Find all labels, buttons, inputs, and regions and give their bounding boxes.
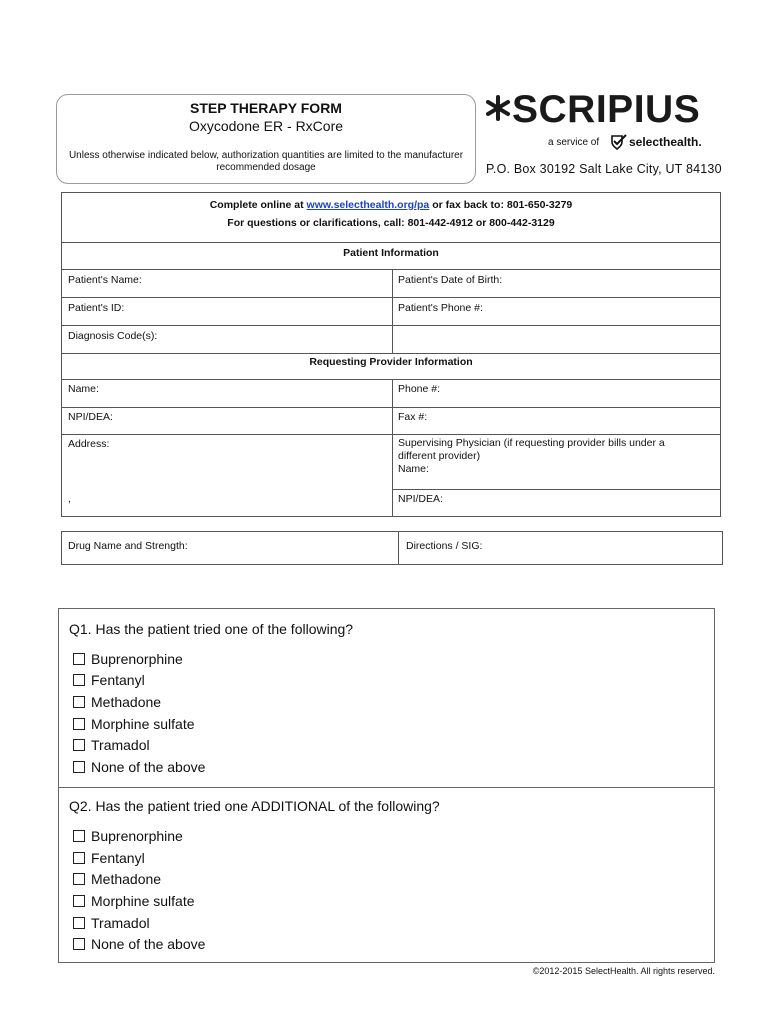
patient-id-field[interactable]: Patient's ID: xyxy=(68,302,125,314)
checkbox[interactable] xyxy=(73,852,85,864)
checkbox[interactable] xyxy=(73,830,85,842)
q2-option-none[interactable]: None of the above xyxy=(73,936,205,952)
dosage-note-line-1: Unless otherwise indicated below, authorization quantities are limited to the manufacturer xyxy=(68,150,464,161)
mailing-address: P.O. Box 30192 Salt Lake City, UT 84130 xyxy=(486,162,722,176)
checkbox[interactable] xyxy=(73,696,85,708)
asterisk-logo-icon xyxy=(486,95,510,121)
q1-option-none[interactable]: None of the above xyxy=(73,759,205,775)
directions-sig-field[interactable]: Directions / SIG: xyxy=(406,540,483,552)
drug-table xyxy=(61,531,723,565)
drug-name-strength-field[interactable]: Drug Name and Strength: xyxy=(68,540,188,552)
selecthealth-logo: selecthealth. xyxy=(629,135,702,149)
q1-option-morphine-sulfate[interactable]: Morphine sulfate xyxy=(73,716,195,732)
supervising-npi-field[interactable]: NPI/DEA: xyxy=(398,493,443,505)
contact-line-2: For questions or clarifications, call: 801-442-4912 or 800-442-3129 xyxy=(227,217,555,229)
provider-fax-field[interactable]: Fax #: xyxy=(398,411,428,423)
provider-info-heading: Requesting Provider Information xyxy=(309,356,473,368)
patient-dob-field[interactable]: Patient's Date of Birth: xyxy=(398,274,503,286)
scripius-logo: SCRIPIUS xyxy=(512,88,701,131)
checkbox[interactable] xyxy=(73,761,85,773)
checkbox[interactable] xyxy=(73,739,85,751)
selecthealth-pa-link[interactable]: www.selecthealth.org/pa xyxy=(306,199,430,211)
checkbox[interactable] xyxy=(73,718,85,730)
q1-option-buprenorphine[interactable]: Buprenorphine xyxy=(73,651,183,667)
patient-name-field[interactable]: Patient's Name: xyxy=(68,274,142,286)
selecthealth-check-icon xyxy=(610,133,628,151)
dosage-note-line-2: recommended dosage xyxy=(216,162,316,173)
q2-option-morphine-sulfate[interactable]: Morphine sulfate xyxy=(73,893,195,909)
patient-phone-field[interactable]: Patient's Phone #: xyxy=(398,302,483,314)
q1-option-methadone[interactable]: Methadone xyxy=(73,694,161,710)
q1-option-tramadol[interactable]: Tramadol xyxy=(73,737,150,753)
contact-line-1: Complete online at www.selecthealth.org/pa or fax back to: 801-650-3279 xyxy=(209,199,573,211)
form-subtitle: Oxycodone ER - RxCore xyxy=(188,118,344,134)
checkbox[interactable] xyxy=(73,653,85,665)
checkbox[interactable] xyxy=(73,917,85,929)
patient-info-heading: Patient Information xyxy=(343,247,439,259)
q2-option-buprenorphine[interactable]: Buprenorphine xyxy=(73,828,183,844)
copyright-text: ©2012-2015 SelectHealth. All rights reserved. xyxy=(532,966,715,976)
service-of-text: a service of xyxy=(548,137,600,148)
checkbox[interactable] xyxy=(73,938,85,950)
q2-option-methadone[interactable]: Methadone xyxy=(73,871,161,887)
provider-address-field[interactable]: Address: xyxy=(68,438,110,450)
q2-option-tramadol[interactable]: Tramadol xyxy=(73,915,150,931)
checkbox[interactable] xyxy=(73,674,85,686)
provider-phone-field[interactable]: Phone #: xyxy=(398,383,441,395)
checkbox[interactable] xyxy=(73,895,85,907)
q1-option-fentanyl[interactable]: Fentanyl xyxy=(73,672,145,688)
supervising-physician-label: Supervising Physician (if requesting provider bills under a different provider) Name: xyxy=(398,437,718,476)
provider-npi-field[interactable]: NPI/DEA: xyxy=(68,411,113,423)
questions-box xyxy=(58,608,715,963)
address-comma: , xyxy=(68,493,71,505)
patient-provider-table xyxy=(61,192,721,517)
supervising-name-field[interactable]: Name: xyxy=(398,463,429,475)
diagnosis-code-field[interactable]: Diagnosis Code(s): xyxy=(68,330,158,342)
question-1: Q1. Has the patient tried one of the following? xyxy=(69,621,354,637)
q2-option-fentanyl[interactable]: Fentanyl xyxy=(73,850,145,866)
question-2: Q2. Has the patient tried one ADDITIONAL of the following? xyxy=(69,798,440,814)
form-title: STEP THERAPY FORM xyxy=(190,100,342,116)
checkbox[interactable] xyxy=(73,873,85,885)
provider-name-field[interactable]: Name: xyxy=(68,383,99,395)
dosage-note xyxy=(64,150,468,174)
